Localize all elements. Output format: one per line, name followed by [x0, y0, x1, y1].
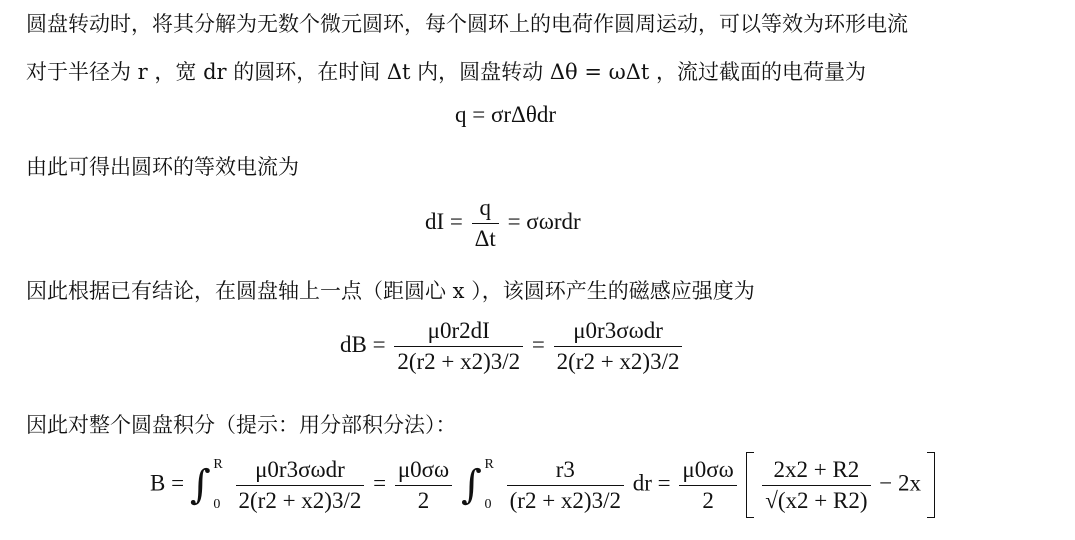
lower-limit-1: 0 [213, 497, 221, 512]
eq-int-den-1: 2(r2 + x2)3/2 [238, 487, 362, 513]
eq-current-rhs: = σωrdr [507, 208, 581, 234]
equation-integral: B = ∫ R 0 $\frac{\text{μ0r3σωdr}}{2(r2 + x2)3/2}$ = $\frac{\mu 0\sigma\omega}{2}$ ∫ R 0 $\frac{r3}{(r2 + x2)3/2}$ dr = $\frac{\mu 0\sigma\omega}{2}$ $\frac{2x2 + R2}{√(x2 + R2)}$ − 2x [150, 452, 935, 518]
equation-field: dB = $\frac{\mu 0r2dI}{2(r2 + x2)3/2}$ = $\frac{\text{μ0r3σωdr}}{2(r2 + x2)3/2}$ [340, 318, 685, 375]
eq-current-num: q [472, 195, 499, 224]
left-bracket [746, 452, 754, 518]
eq-int-num-4: μ0σω [679, 457, 736, 486]
equation-charge: q = σrΔθdr [455, 102, 556, 127]
eq-current-den: Δt [474, 226, 496, 251]
upper-limit-2: R [484, 457, 494, 472]
eq-int-bracket-fraction [762, 457, 870, 514]
text-line-1: 圆盘转动时，将其分解为无数个微元圆环，每个圆环上的电荷作圆周运动，可以等效为环形电流 [26, 12, 908, 36]
eq-int-lhs: B = [150, 470, 185, 496]
eq-field-fraction-2 [554, 318, 683, 375]
eq-field-fraction-1 [394, 318, 523, 375]
text-line-4: 因此根据已有结论，在圆盘轴上一点（距圆心 x ），该圆环产生的磁感应强度为 [26, 279, 755, 303]
eq-int-bracket-num: 2x2 + R2 [762, 457, 870, 486]
eq-int-num-1: μ0r3σωdr [236, 457, 365, 486]
eq-field-den-1: 2(r2 + x2)3/2 [397, 349, 521, 374]
eq-int-bracket-den: √(x2 + R2) [765, 487, 868, 513]
eq-int-dr: dr [632, 470, 652, 496]
eq-int-num-3: r3 [507, 457, 624, 486]
eq-int-den-4: 2 [702, 487, 714, 513]
text-line-3: 由此可得出圆环的等效电流为 [26, 155, 299, 179]
equation-current [425, 195, 581, 252]
eq-int-fraction-1 [236, 457, 365, 514]
integral-sign: ∫ [189, 462, 211, 508]
eq-int-fraction-4 [679, 457, 736, 514]
eq-int-tail: − 2x [879, 470, 922, 496]
integral-limits-1 [213, 458, 222, 512]
eq-int-fraction-3 [507, 457, 624, 514]
integral-limits-2 [485, 458, 494, 512]
eq-field-lhs: dB = [340, 331, 386, 357]
eq-int-fraction-2 [395, 457, 452, 514]
upper-limit-1: R [213, 457, 223, 472]
eq-current-fraction [472, 195, 499, 252]
eq-field-num-1: μ0r2dI [394, 318, 523, 347]
integral-sign-2: ∫ [460, 462, 482, 508]
eq-current-lhs: dI = [425, 208, 463, 234]
text-line-2: 对于半径为 r ，宽 dr 的圆环，在时间 Δt 内，圆盘转动 Δθ = ωΔt ，流过截面的电荷量为 [26, 60, 867, 84]
eq-field-num-2: μ0r3σωdr [554, 318, 683, 347]
eq-int-den-3: (r2 + x2)3/2 [509, 487, 621, 513]
eq-field-den-2: 2(r2 + x2)3/2 [556, 349, 680, 374]
text-line-5: 因此对整个圆盘积分（提示：用分部积分法）： [26, 413, 457, 437]
eq-int-den-2: 2 [417, 487, 430, 513]
eq-int-num-2: μ0σω [395, 457, 452, 486]
right-bracket [927, 452, 935, 518]
lower-limit-2: 0 [484, 497, 492, 512]
